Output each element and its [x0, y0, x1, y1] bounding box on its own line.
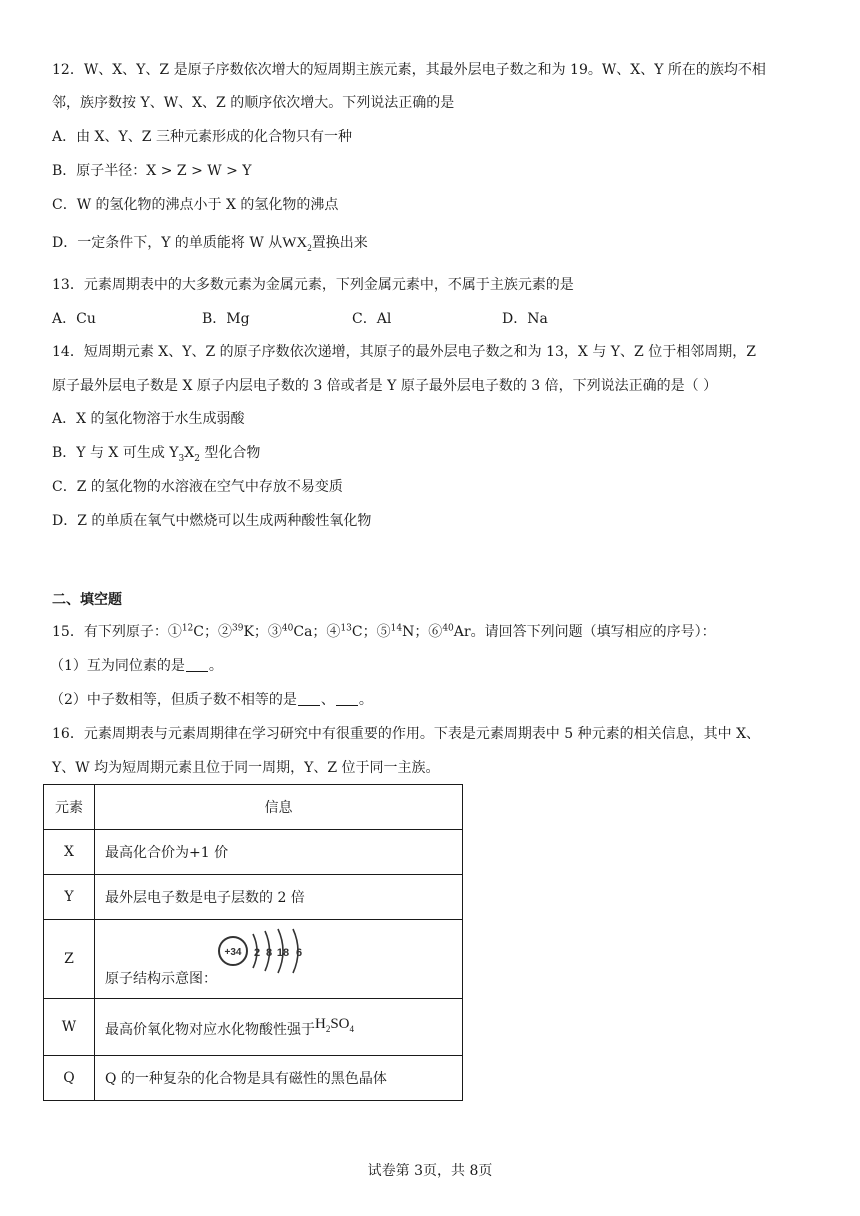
- q12-stem-line2: 邻，族序数按 Y、W、X、Z 的顺序依次增大。下列说法正确的是: [52, 95, 455, 111]
- table-row: [44, 920, 463, 999]
- q14-option-c: C．Z 的氢化物的水溶液在空气中存放不易变质: [52, 479, 343, 495]
- row-info: Q 的一种复杂的化合物是具有磁性的黑色晶体: [95, 1056, 463, 1101]
- q13-option-c: C．Al: [352, 311, 392, 327]
- row-info: 最高化合价为+1 价: [95, 830, 463, 875]
- table-row: [44, 875, 463, 920]
- q12-option-d-pre: D．一定条件下，Y 的单质能将 W 从: [52, 235, 283, 251]
- row-element: Q: [44, 1056, 95, 1101]
- table-row: [44, 999, 463, 1056]
- q12-option-b: B．原子半径：X > Z > W > Y: [52, 163, 252, 179]
- q13-stem: 13．元素周期表中的大多数元素为金属元素，下列金属元素中，不属于主族元素的是: [52, 277, 574, 293]
- q15-sub1-blank[interactable]: [186, 657, 208, 672]
- table-row: [44, 1056, 463, 1101]
- row-element: Y: [44, 875, 95, 920]
- row-element: W: [44, 999, 95, 1056]
- table-header-row: [44, 785, 463, 830]
- nucleus-charge: +34: [224, 947, 242, 958]
- shell-electrons-2: 8: [265, 947, 273, 959]
- row-info: 最外层电子数是电子层数的 2 倍: [95, 875, 463, 920]
- row-info-atom-structure: [95, 920, 463, 999]
- table-header-element: 元素: [44, 785, 95, 830]
- q14-option-b: B．Y 与 X 可生成 $Y_3X_2$ 型化合物: [52, 445, 261, 464]
- q16-stem-line2: Y、W 均为短周期元素且位于同一周期，Y、Z 位于同一主族。: [52, 760, 440, 776]
- q12-option-d-post: 置换出来: [311, 235, 368, 251]
- row-element: Z: [44, 920, 95, 999]
- section-title: 二、填空题: [52, 592, 122, 608]
- row-element: X: [44, 830, 95, 875]
- q15-sub2: （2）中子数相等，但质子数不相等的是 、 。: [50, 692, 373, 708]
- q14-stem-line1: 14．短周期元素 X、Y、Z 的原子序数依次递增，其原子的最外层电子数之和为 13，X 与 Y、Z 位于相邻周期，Z: [52, 344, 756, 360]
- q13-option-b: B．Mg: [202, 311, 250, 327]
- q15-stem: 15．有下列原子：①$^{12}$C；②$^{39}$K；③$^{40}$Ca；④$^{13}$C；⑤$^{14}$N；⑥$^{40}$Ar。请回答下列问题（填写相应的序号）：: [52, 623, 716, 640]
- q14-option-d: D．Z 的单质在氧气中燃烧可以生成两种酸性氧化物: [52, 513, 372, 529]
- q12-option-d-formula: $WX_2$: [282, 235, 312, 253]
- q13-option-d: D．Na: [502, 311, 548, 327]
- h2so4-formula: $H_2SO_4$: [315, 1015, 355, 1034]
- q14-stem-line2: 原子最外层电子数是 X 原子内层电子数的 3 倍或者是 Y 原子最外层电子数的 3 倍，下列说法正确的是（ ）: [52, 378, 718, 394]
- table-row: [44, 830, 463, 875]
- shell-electrons-4: 6: [295, 947, 303, 959]
- shell-electrons-3: 18: [276, 947, 290, 959]
- table-header-info: 信息: [95, 785, 463, 830]
- q13-options: [52, 309, 812, 329]
- q15-sub2-blank-2[interactable]: [336, 691, 358, 706]
- q15-sub1: （1）互为同位素的是 。: [50, 658, 223, 674]
- element-info-table: [43, 784, 463, 1101]
- q16-stem-line1: 16．元素周期表与元素周期律在学习研究中有很重要的作用。下表是元素周期表中 5 种元素的相关信息，其中 X、: [52, 726, 761, 742]
- atom-structure-diagram: [215, 926, 315, 976]
- shell-electrons-1: 2: [253, 947, 261, 959]
- page-footer: 试卷第 3页，共 8页: [367, 1163, 493, 1179]
- q12-option-a: A．由 X、Y、Z 三种元素形成的化合物只有一种: [52, 129, 352, 145]
- q15-sub2-blank-1[interactable]: [298, 691, 320, 706]
- q14-option-a: A．X 的氢化物溶于水生成弱酸: [52, 411, 245, 427]
- row-info: 最高价氧化物对应水化物酸性强于$H_2SO_4$: [95, 999, 463, 1056]
- q12-stem-line1: 12．W、X、Y、Z 是原子序数依次增大的短周期主族元素，其最外层电子数之和为 19。W、X、Y 所在的族均不相: [52, 62, 766, 78]
- q13-option-a: A．Cu: [52, 311, 96, 327]
- q12-option-d: [52, 233, 368, 253]
- q12-option-c: C．W 的氢化物的沸点小于 X 的氢化物的沸点: [52, 197, 339, 213]
- atom-structure-label: 原子结构示意图：: [105, 971, 217, 987]
